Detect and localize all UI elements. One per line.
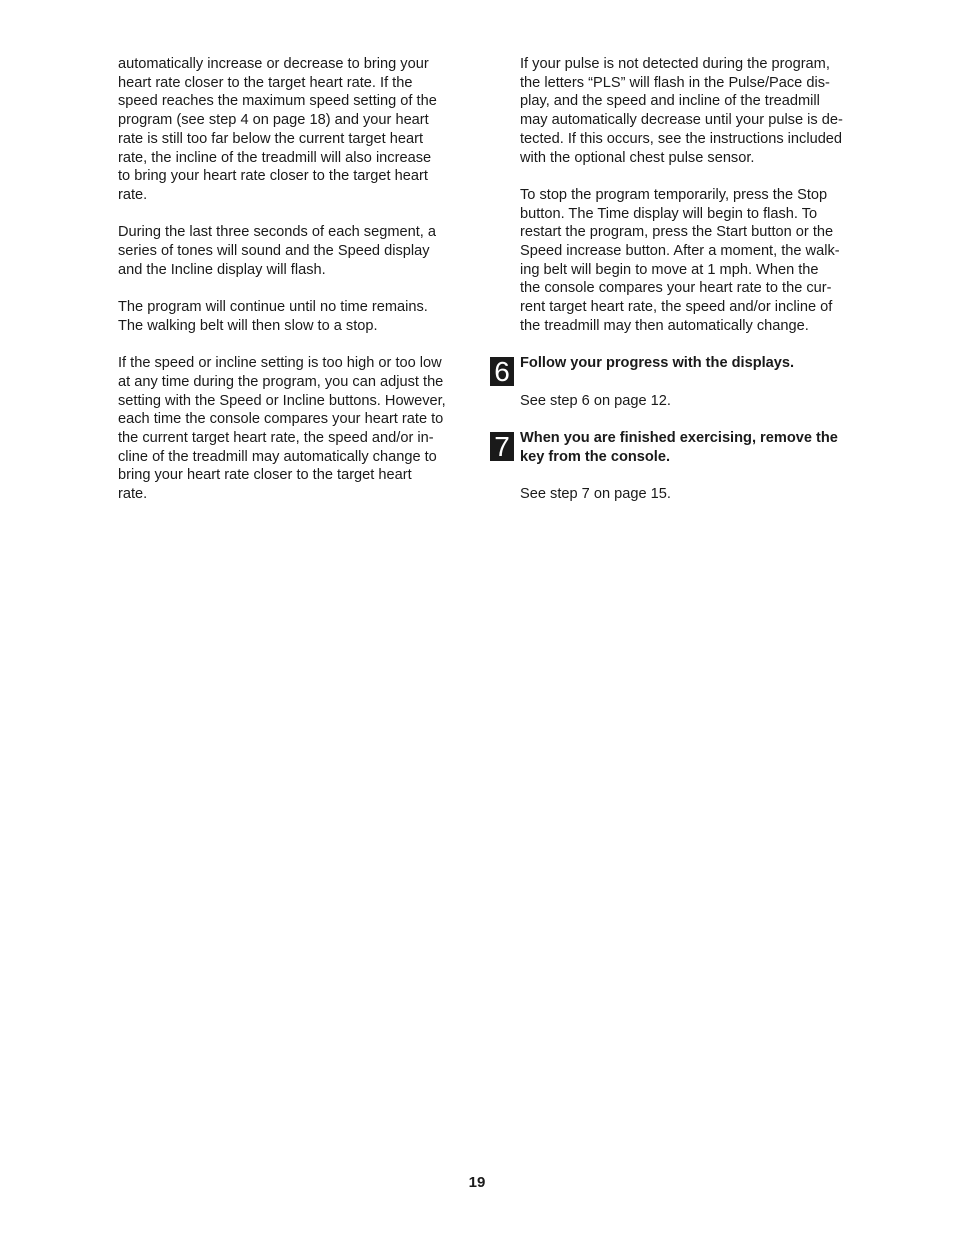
page-number: 19 [468, 1174, 486, 1191]
paragraph-program-end: The program will continue until no time remains. The walking belt will then slow to a stop. [118, 299, 428, 334]
step-6 [494, 354, 870, 410]
step-7 [494, 429, 870, 504]
left-column [118, 55, 468, 523]
paragraph-stop-program: To stop the program temporarily, press the Stop button. The Time display will begin to flash. To restart the program, press the Start button or the Speed increase button. After a moment, the walk- ing belt will begin to move at 1 mph. When the the console compares your heart rate to the cur- rent target heart rate, the speed and/or incline of the treadmill may then automatically change. [520, 186, 840, 334]
right-column [494, 55, 870, 522]
step-7-body: See step 7 on page 15. [520, 486, 671, 503]
paragraph-pulse-not-detected: If your pulse is not detected during the program, the letters “PLS” will flash in the Pulse/Pace dis- play, and the speed and incline of the treadmill may automatically decrease until your pulse is de- tected. If this occurs, see the instructions included with the optional chest pulse sensor. [520, 56, 843, 166]
step-7-number: 7 [490, 432, 514, 461]
step-6-heading: Follow your progress with the displays. [520, 355, 795, 372]
paragraph-manual-adjust: If the speed or incline setting is too high or too low at any time during the program, you can adjust the setting with the Speed or Incline buttons. However, each time the console compares your heart rate to the current target heart rate, the speed and/or in- cline of the treadmill may automatically change to bring your heart rate closer to the target heart rate. [118, 355, 446, 503]
step-6-body: See step 6 on page 12. [520, 392, 671, 409]
paragraph-heart-rate-adjust: automatically increase or decrease to bring your heart rate closer to the target heart rate. If the speed reaches the maximum speed setting of the program (see step 4 on page 18) and your heart rate is still too far below the current target heart rate, the incline of the treadmill will also increase to bring your heart rate closer to the target heart rate. [118, 56, 437, 203]
step-6-number: 6 [490, 357, 514, 386]
paragraph-segment-tones: During the last three seconds of each segment, a series of tones will sound and the Speed display and the Incline display will flash. [118, 224, 437, 278]
step-7-heading: When you are finished exercising, remove the key from the console. [520, 430, 838, 465]
